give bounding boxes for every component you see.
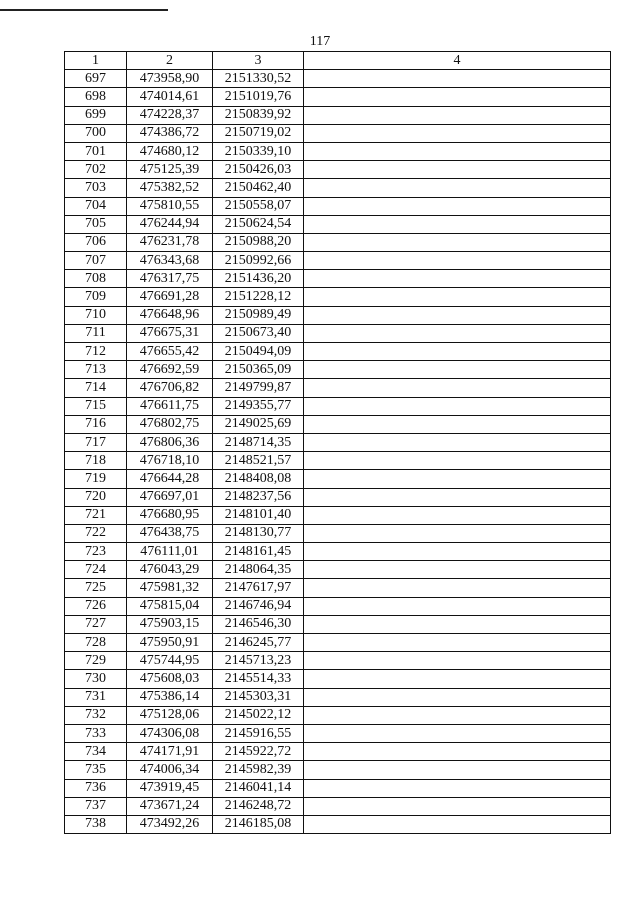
table-row: [65, 161, 611, 179]
table-row: [65, 197, 611, 215]
notes-cell: [304, 688, 611, 706]
notes-cell: [304, 706, 611, 724]
y-coordinate-cell: 2150624,54: [213, 215, 304, 233]
y-coordinate-cell: 2150494,09: [213, 343, 304, 361]
table-row: [65, 70, 611, 88]
x-coordinate-cell: 476043,29: [127, 561, 213, 579]
x-coordinate-cell: 475382,52: [127, 179, 213, 197]
point-number-cell: 733: [65, 724, 127, 742]
notes-cell: [304, 379, 611, 397]
notes-cell: [304, 524, 611, 542]
table-row: [65, 397, 611, 415]
notes-cell: [304, 579, 611, 597]
table-row: [65, 142, 611, 160]
point-number-cell: 699: [65, 106, 127, 124]
table-row: [65, 761, 611, 779]
point-number-cell: 709: [65, 288, 127, 306]
table-row: [65, 452, 611, 470]
point-number-cell: 698: [65, 88, 127, 106]
point-number-cell: 736: [65, 779, 127, 797]
notes-cell: [304, 415, 611, 433]
notes-cell: [304, 433, 611, 451]
x-coordinate-cell: 476706,82: [127, 379, 213, 397]
page-number: 117: [309, 34, 331, 49]
y-coordinate-cell: 2150558,07: [213, 197, 304, 215]
notes-cell: [304, 343, 611, 361]
x-coordinate-cell: 475128,06: [127, 706, 213, 724]
point-number-cell: 721: [65, 506, 127, 524]
point-number-cell: 737: [65, 797, 127, 815]
notes-cell: [304, 815, 611, 833]
y-coordinate-cell: 2145303,31: [213, 688, 304, 706]
y-coordinate-cell: 2150339,10: [213, 142, 304, 160]
x-coordinate-cell: 475386,14: [127, 688, 213, 706]
point-number-cell: 703: [65, 179, 127, 197]
y-coordinate-cell: 2149025,69: [213, 415, 304, 433]
y-coordinate-cell: 2146041,14: [213, 779, 304, 797]
notes-cell: [304, 452, 611, 470]
table-row: [65, 597, 611, 615]
table-row: [65, 543, 611, 561]
notes-cell: [304, 197, 611, 215]
point-number-cell: 707: [65, 252, 127, 270]
notes-cell: [304, 652, 611, 670]
table-row: [65, 233, 611, 251]
x-coordinate-cell: 476691,28: [127, 288, 213, 306]
point-number-cell: 716: [65, 415, 127, 433]
point-number-cell: 713: [65, 361, 127, 379]
y-coordinate-cell: 2145022,12: [213, 706, 304, 724]
notes-cell: [304, 470, 611, 488]
y-coordinate-cell: 2150992,66: [213, 252, 304, 270]
point-number-cell: 714: [65, 379, 127, 397]
table-row: [65, 415, 611, 433]
notes-cell: [304, 88, 611, 106]
point-number-cell: 732: [65, 706, 127, 724]
x-coordinate-cell: 474171,91: [127, 743, 213, 761]
y-coordinate-cell: 2145922,72: [213, 743, 304, 761]
point-number-cell: 718: [65, 452, 127, 470]
x-coordinate-cell: 474006,34: [127, 761, 213, 779]
x-coordinate-cell: 475981,32: [127, 579, 213, 597]
y-coordinate-cell: 2151330,52: [213, 70, 304, 88]
notes-cell: [304, 124, 611, 142]
table-row: [65, 706, 611, 724]
table-row: [65, 306, 611, 324]
point-number-cell: 724: [65, 561, 127, 579]
table-row: [65, 670, 611, 688]
y-coordinate-cell: 2148101,40: [213, 506, 304, 524]
table-row: [65, 88, 611, 106]
y-coordinate-cell: 2150839,92: [213, 106, 304, 124]
y-coordinate-cell: 2150988,20: [213, 233, 304, 251]
y-coordinate-cell: 2147617,97: [213, 579, 304, 597]
table-row: [65, 288, 611, 306]
table-row: [65, 797, 611, 815]
table-row: [65, 579, 611, 597]
point-number-cell: 729: [65, 652, 127, 670]
notes-cell: [304, 615, 611, 633]
y-coordinate-cell: 2151228,12: [213, 288, 304, 306]
point-number-cell: 734: [65, 743, 127, 761]
column-header: 3: [213, 52, 304, 70]
notes-cell: [304, 506, 611, 524]
y-coordinate-cell: 2148237,56: [213, 488, 304, 506]
point-number-cell: 730: [65, 670, 127, 688]
x-coordinate-cell: 476806,36: [127, 433, 213, 451]
point-number-cell: 712: [65, 343, 127, 361]
x-coordinate-cell: 473671,24: [127, 797, 213, 815]
x-coordinate-cell: 474306,08: [127, 724, 213, 742]
y-coordinate-cell: 2151019,76: [213, 88, 304, 106]
x-coordinate-cell: 475608,03: [127, 670, 213, 688]
table-row: [65, 215, 611, 233]
point-number-cell: 704: [65, 197, 127, 215]
y-coordinate-cell: 2145916,55: [213, 724, 304, 742]
notes-cell: [304, 397, 611, 415]
table-row: [65, 561, 611, 579]
notes-cell: [304, 543, 611, 561]
table-row: [65, 688, 611, 706]
x-coordinate-cell: 476317,75: [127, 270, 213, 288]
y-coordinate-cell: 2148521,57: [213, 452, 304, 470]
point-number-cell: 725: [65, 579, 127, 597]
x-coordinate-cell: 476692,59: [127, 361, 213, 379]
table-row: [65, 743, 611, 761]
table-row: [65, 506, 611, 524]
point-number-cell: 708: [65, 270, 127, 288]
x-coordinate-cell: 474680,12: [127, 142, 213, 160]
table-row: [65, 124, 611, 142]
x-coordinate-cell: 476611,75: [127, 397, 213, 415]
notes-cell: [304, 670, 611, 688]
y-coordinate-cell: 2150365,09: [213, 361, 304, 379]
y-coordinate-cell: 2150462,40: [213, 179, 304, 197]
point-number-cell: 706: [65, 233, 127, 251]
notes-cell: [304, 106, 611, 124]
column-header: 2: [127, 52, 213, 70]
table-row: [65, 106, 611, 124]
x-coordinate-cell: 476697,01: [127, 488, 213, 506]
y-coordinate-cell: 2145713,23: [213, 652, 304, 670]
table-row: [65, 324, 611, 342]
x-coordinate-cell: 473919,45: [127, 779, 213, 797]
notes-cell: [304, 761, 611, 779]
notes-cell: [304, 779, 611, 797]
y-coordinate-cell: 2150989,49: [213, 306, 304, 324]
x-coordinate-cell: 476244,94: [127, 215, 213, 233]
point-number-cell: 723: [65, 543, 127, 561]
point-number-cell: 700: [65, 124, 127, 142]
point-number-cell: 702: [65, 161, 127, 179]
column-header: 4: [304, 52, 611, 70]
table-row: [65, 361, 611, 379]
point-number-cell: 722: [65, 524, 127, 542]
y-coordinate-cell: 2146746,94: [213, 597, 304, 615]
y-coordinate-cell: 2146185,08: [213, 815, 304, 833]
x-coordinate-cell: 475125,39: [127, 161, 213, 179]
coordinates-table: [64, 51, 611, 834]
notes-cell: [304, 142, 611, 160]
x-coordinate-cell: 476648,96: [127, 306, 213, 324]
x-coordinate-cell: 476655,42: [127, 343, 213, 361]
notes-cell: [304, 324, 611, 342]
x-coordinate-cell: 473492,26: [127, 815, 213, 833]
table-row: [65, 379, 611, 397]
y-coordinate-cell: 2149799,87: [213, 379, 304, 397]
x-coordinate-cell: 476680,95: [127, 506, 213, 524]
table-row: [65, 724, 611, 742]
point-number-cell: 738: [65, 815, 127, 833]
notes-cell: [304, 70, 611, 88]
point-number-cell: 727: [65, 615, 127, 633]
table-row: [65, 343, 611, 361]
notes-cell: [304, 561, 611, 579]
y-coordinate-cell: 2150673,40: [213, 324, 304, 342]
notes-cell: [304, 233, 611, 251]
y-coordinate-cell: 2149355,77: [213, 397, 304, 415]
point-number-cell: 731: [65, 688, 127, 706]
x-coordinate-cell: 476718,10: [127, 452, 213, 470]
table-row: [65, 252, 611, 270]
x-coordinate-cell: 475744,95: [127, 652, 213, 670]
y-coordinate-cell: 2148130,77: [213, 524, 304, 542]
notes-cell: [304, 634, 611, 652]
x-coordinate-cell: 476231,78: [127, 233, 213, 251]
table-row: [65, 270, 611, 288]
notes-cell: [304, 252, 611, 270]
table-row: [65, 179, 611, 197]
notes-cell: [304, 597, 611, 615]
notes-cell: [304, 361, 611, 379]
y-coordinate-cell: 2148161,45: [213, 543, 304, 561]
point-number-cell: 735: [65, 761, 127, 779]
column-header: 1: [65, 52, 127, 70]
notes-cell: [304, 179, 611, 197]
point-number-cell: 710: [65, 306, 127, 324]
notes-cell: [304, 797, 611, 815]
table-row: [65, 779, 611, 797]
notes-cell: [304, 270, 611, 288]
table-row: [65, 634, 611, 652]
table-row: [65, 488, 611, 506]
point-number-cell: 697: [65, 70, 127, 88]
y-coordinate-cell: 2151436,20: [213, 270, 304, 288]
table-row: [65, 470, 611, 488]
notes-cell: [304, 488, 611, 506]
y-coordinate-cell: 2148714,35: [213, 433, 304, 451]
notes-cell: [304, 743, 611, 761]
x-coordinate-cell: 475903,15: [127, 615, 213, 633]
x-coordinate-cell: 476343,68: [127, 252, 213, 270]
notes-cell: [304, 288, 611, 306]
point-number-cell: 720: [65, 488, 127, 506]
table-row: [65, 433, 611, 451]
x-coordinate-cell: 476111,01: [127, 543, 213, 561]
y-coordinate-cell: 2145514,33: [213, 670, 304, 688]
x-coordinate-cell: 474014,61: [127, 88, 213, 106]
x-coordinate-cell: 476644,28: [127, 470, 213, 488]
x-coordinate-cell: 476802,75: [127, 415, 213, 433]
x-coordinate-cell: 473958,90: [127, 70, 213, 88]
notes-cell: [304, 724, 611, 742]
x-coordinate-cell: 476675,31: [127, 324, 213, 342]
notes-cell: [304, 306, 611, 324]
y-coordinate-cell: 2145982,39: [213, 761, 304, 779]
point-number-cell: 701: [65, 142, 127, 160]
y-coordinate-cell: 2148408,08: [213, 470, 304, 488]
y-coordinate-cell: 2146248,72: [213, 797, 304, 815]
point-number-cell: 728: [65, 634, 127, 652]
table-row: [65, 524, 611, 542]
x-coordinate-cell: 474228,37: [127, 106, 213, 124]
notes-cell: [304, 161, 611, 179]
y-coordinate-cell: 2148064,35: [213, 561, 304, 579]
y-coordinate-cell: 2146245,77: [213, 634, 304, 652]
notes-cell: [304, 215, 611, 233]
y-coordinate-cell: 2150719,02: [213, 124, 304, 142]
x-coordinate-cell: 475810,55: [127, 197, 213, 215]
table-header-row: [65, 52, 611, 70]
table-row: [65, 652, 611, 670]
point-number-cell: 705: [65, 215, 127, 233]
top-rule: [0, 9, 168, 11]
point-number-cell: 717: [65, 433, 127, 451]
point-number-cell: 726: [65, 597, 127, 615]
x-coordinate-cell: 475815,04: [127, 597, 213, 615]
table-row: [65, 815, 611, 833]
table-row: [65, 615, 611, 633]
point-number-cell: 711: [65, 324, 127, 342]
x-coordinate-cell: 476438,75: [127, 524, 213, 542]
y-coordinate-cell: 2150426,03: [213, 161, 304, 179]
point-number-cell: 715: [65, 397, 127, 415]
table-body: [65, 70, 611, 834]
x-coordinate-cell: 474386,72: [127, 124, 213, 142]
y-coordinate-cell: 2146546,30: [213, 615, 304, 633]
x-coordinate-cell: 475950,91: [127, 634, 213, 652]
point-number-cell: 719: [65, 470, 127, 488]
